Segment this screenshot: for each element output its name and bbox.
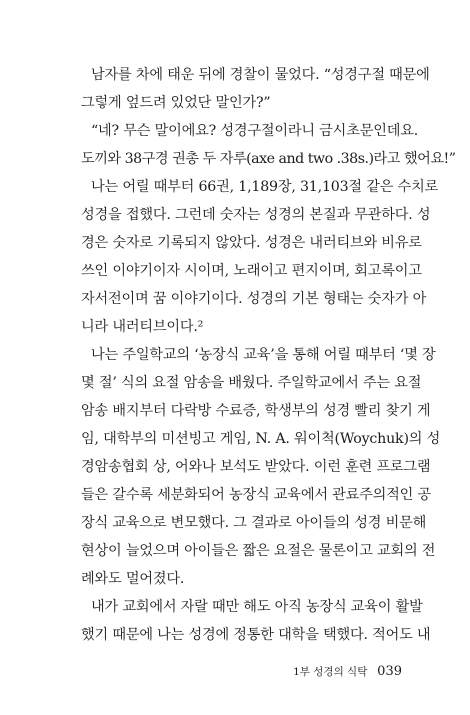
body-line: 자서전이며 꿈 이야기이다. 성경의 기본 형태는 숫자가 아 (81, 291, 427, 307)
body-line: 현상이 늘었으며 아이들은 짧은 요절은 물론이고 교회의 전 (81, 543, 436, 559)
body-line: 내가 교회에서 자랄 때만 해도 아직 농장식 교육이 활발 (91, 599, 423, 615)
body-line: 성경을 접했다. 그런데 숫자는 성경의 본질과 무관하다. 성 (81, 207, 431, 223)
body-line: 했기 때문에 나는 성경에 정통한 대학을 택했다. 적어도 내 (81, 627, 431, 643)
running-footer-section: 1부 성경의 식탁 (293, 666, 368, 678)
body-line: “네? 무슨 말이에요? 성경구절이라니 금시초문인데요. (91, 123, 419, 139)
body-line: 임, 대학부의 미션빙고 게임, N. A. 워이척(Woychuk)의 성 (81, 431, 441, 447)
body-line: 나는 어릴 때부터 66권, 1,189장, 31,103절 같은 수치로 (91, 179, 439, 195)
body-line: 쓰인 이야기이자 시이며, 노래이고 편지이며, 회고록이고 (81, 263, 422, 279)
body-line: 암송 배지부터 다락방 수료증, 학생부의 성경 빨리 찾기 게 (81, 403, 431, 419)
body-line: 경은 숫자로 기록되지 않았다. 성경은 내러티브와 비유로 (81, 235, 422, 251)
body-line: 례와도 멀어졌다. (81, 571, 185, 587)
body-line: 남자를 차에 태운 뒤에 경찰이 물었다. “성경구절 때문에 (91, 67, 430, 83)
body-line: 들은 갈수록 세분화되어 농장식 교육에서 관료주의적인 공 (81, 487, 431, 503)
body-line: 경암송협회 상, 어와나 보석도 받았다. 이런 훈련 프로그램 (81, 459, 431, 475)
body-line: 장식 교육으로 변모했다. 그 결과로 아이들의 성경 비문해 (81, 515, 427, 531)
page-number: 039 (377, 664, 402, 679)
body-line: 나는 주일학교의 ‘농장식 교육’을 통해 어릴 때부터 ‘몇 장 (91, 347, 436, 363)
body-line: 그렇게 엎드려 있었단 말인가?” (81, 95, 271, 111)
page-footer (293, 662, 402, 681)
body-line: 니라 내러티브이다.² (81, 319, 204, 335)
body-line: 도끼와 38구경 권총 두 자루(axe and two .38s.)라고 했어요!” (81, 151, 456, 167)
body-line: 몇 절’ 식의 요절 암송을 배웠다. 주일학교에서 주는 요절 (81, 375, 422, 391)
